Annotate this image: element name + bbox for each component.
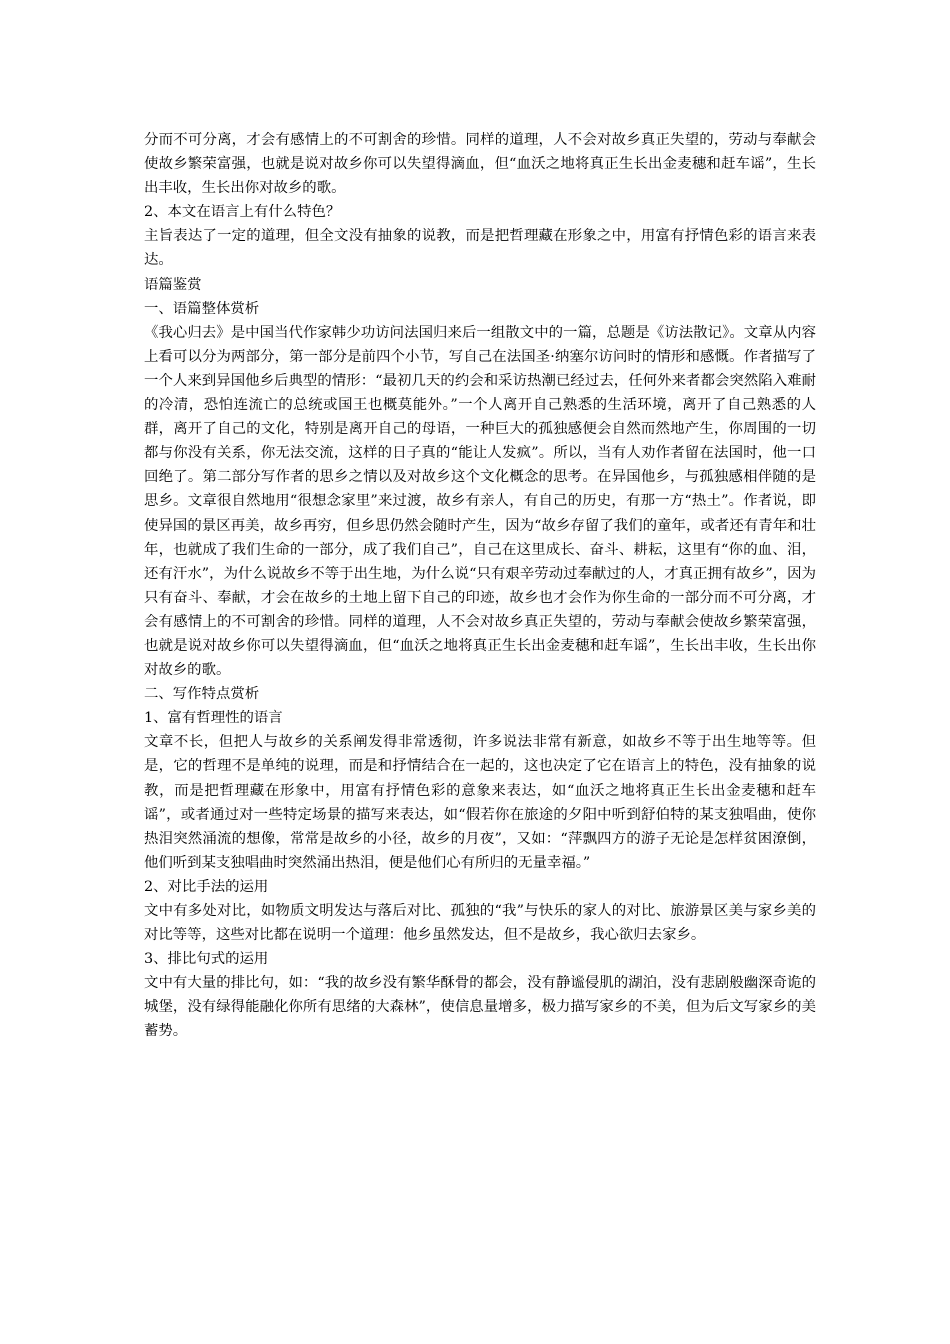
point-heading-contrast: 2、对比手法的运用: [144, 878, 269, 895]
section-title: 语篇鉴赏: [144, 276, 202, 293]
subsection-heading-writing: 二、写作特点赏析: [144, 686, 260, 703]
point-paragraph-contrast: 文中有多处对比，如物质文明发达与落后对比、孤独的“我”与快乐的家人的对比、旅游景区美与家乡美的对比等等，这些对比都在说明一个道理：他乡虽然发达，但不是故乡，我心欲归去家乡。: [144, 903, 816, 944]
answer-paragraph: 主旨表达了一定的道理，但全文没有抽象的说教，而是把哲理藏在形象之中，用富有抒情色彩的语言来表达。: [144, 228, 816, 269]
point-paragraph-parallelism: 文中有大量的排比句，如：“我的故乡没有繁华酥骨的都会，没有静谧侵肌的湖泊，没有悲剧般幽深奇诡的城堡，没有绿得能融化你所有思绪的大森林”，使信息量增多，极力描写家乡的不美，但为后文写家乡的美蓄势。: [144, 975, 816, 1040]
paragraph-continuation: 分而不可分离，才会有感情上的不可割舍的珍惜。同样的道理，人不会对故乡真正失望的，劳动与奉献会使故乡繁荣富强，也就是说对故乡你可以失望得滴血，但“血沃之地将真正生长出金麦穗和赶车谣”，生长出丰收，生长出你对故乡的歌。: [144, 132, 816, 197]
subsection-heading-overall: 一、语篇整体赏析: [144, 300, 260, 317]
point-heading-philosophical: 1、富有哲理性的语言: [144, 710, 283, 727]
document-page: [144, 128, 816, 1044]
point-heading-parallelism: 3、排比句式的运用: [144, 951, 269, 968]
point-paragraph-philosophical: 文章不长，但把人与故乡的关系阐发得非常透彻，许多说法非常有新意，如故乡不等于出生地等等。但是，它的哲理不是单纯的说理，而是和抒情结合在一起的，这也决定了它在语言上的特色，没有抽象的说教，而是把哲理藏在形象中，用富有抒情色彩的意象来表达，如“血沃之地将真正生长出金麦穗和赶车谣”，或者通过对一些特定场景的描写来表达，如“假若你在旅途的夕阳中听到舒伯特的某支独唱曲，使你热泪突然涌流的想像，常常是故乡的小径，故乡的月夜”，又如：“萍飘四方的游子无论是怎样贫困潦倒，他们听到某支独唱曲时突然涌出热泪，便是他们心有所归的无量幸福。”: [144, 734, 816, 871]
question-heading: 2、本文在语言上有什么特色？: [144, 204, 341, 221]
overall-analysis-paragraph: 《我心归去》是中国当代作家韩少功访问法国归来后一组散文中的一篇，总题是《访法散记》。文章从内容上看可以分为两部分，第一部分是前四个小节，写自己在法国圣·纳塞尔访问时的情形和感慨。作者描写了一个人来到异国他乡后典型的情形：“最初几天的约会和采访热潮已经过去，任何外来者都会突然陷入难耐的冷清，恐怕连流亡的总统或国王也概莫能外。”一个人离开自己熟悉的生活环境，离开了自己熟悉的人群，离开了自己的文化，特别是离开自己的母语，一种巨大的孤独感便会自然而然地产生，你周围的一切都与你没有关系，你无法交流，这样的日子真的“能让人发疯”。所以，当有人劝作者留在法国时，他一口回绝了。第二部分写作者的思乡之情以及对故乡这个文化概念的思考。在异国他乡，与孤独感相伴随的是思乡。文章很自然地用“很想念家里”来过渡，故乡有亲人，有自己的历史，有那一方“热土”。作者说，即使异国的景区再美，故乡再穷，但乡思仍然会随时产生，因为“故乡存留了我们的童年，或者还有青年和壮年，也就成了我们生命的一部分，成了我们自己”，自己在这里成长、奋斗、耕耘，这里有“你的血、泪，还有汗水”，为什么说故乡不等于出生地，为什么说“只有艰辛劳动过奉献过的人，才真正拥有故乡”，因为只有奋斗、奉献，才会在故乡的土地上留下自己的印迹，故乡也才会作为你生命的一部分而不可分离，才会有感情上的不可割舍的珍惜。同样的道理，人不会对故乡真正失望的，劳动与奉献会使故乡繁荣富强，也就是说对故乡你可以失望得滴血，但“血沃之地将真正生长出金麦穗和赶车谣”，生长出丰收，生长出你对故乡的歌。: [144, 324, 816, 679]
